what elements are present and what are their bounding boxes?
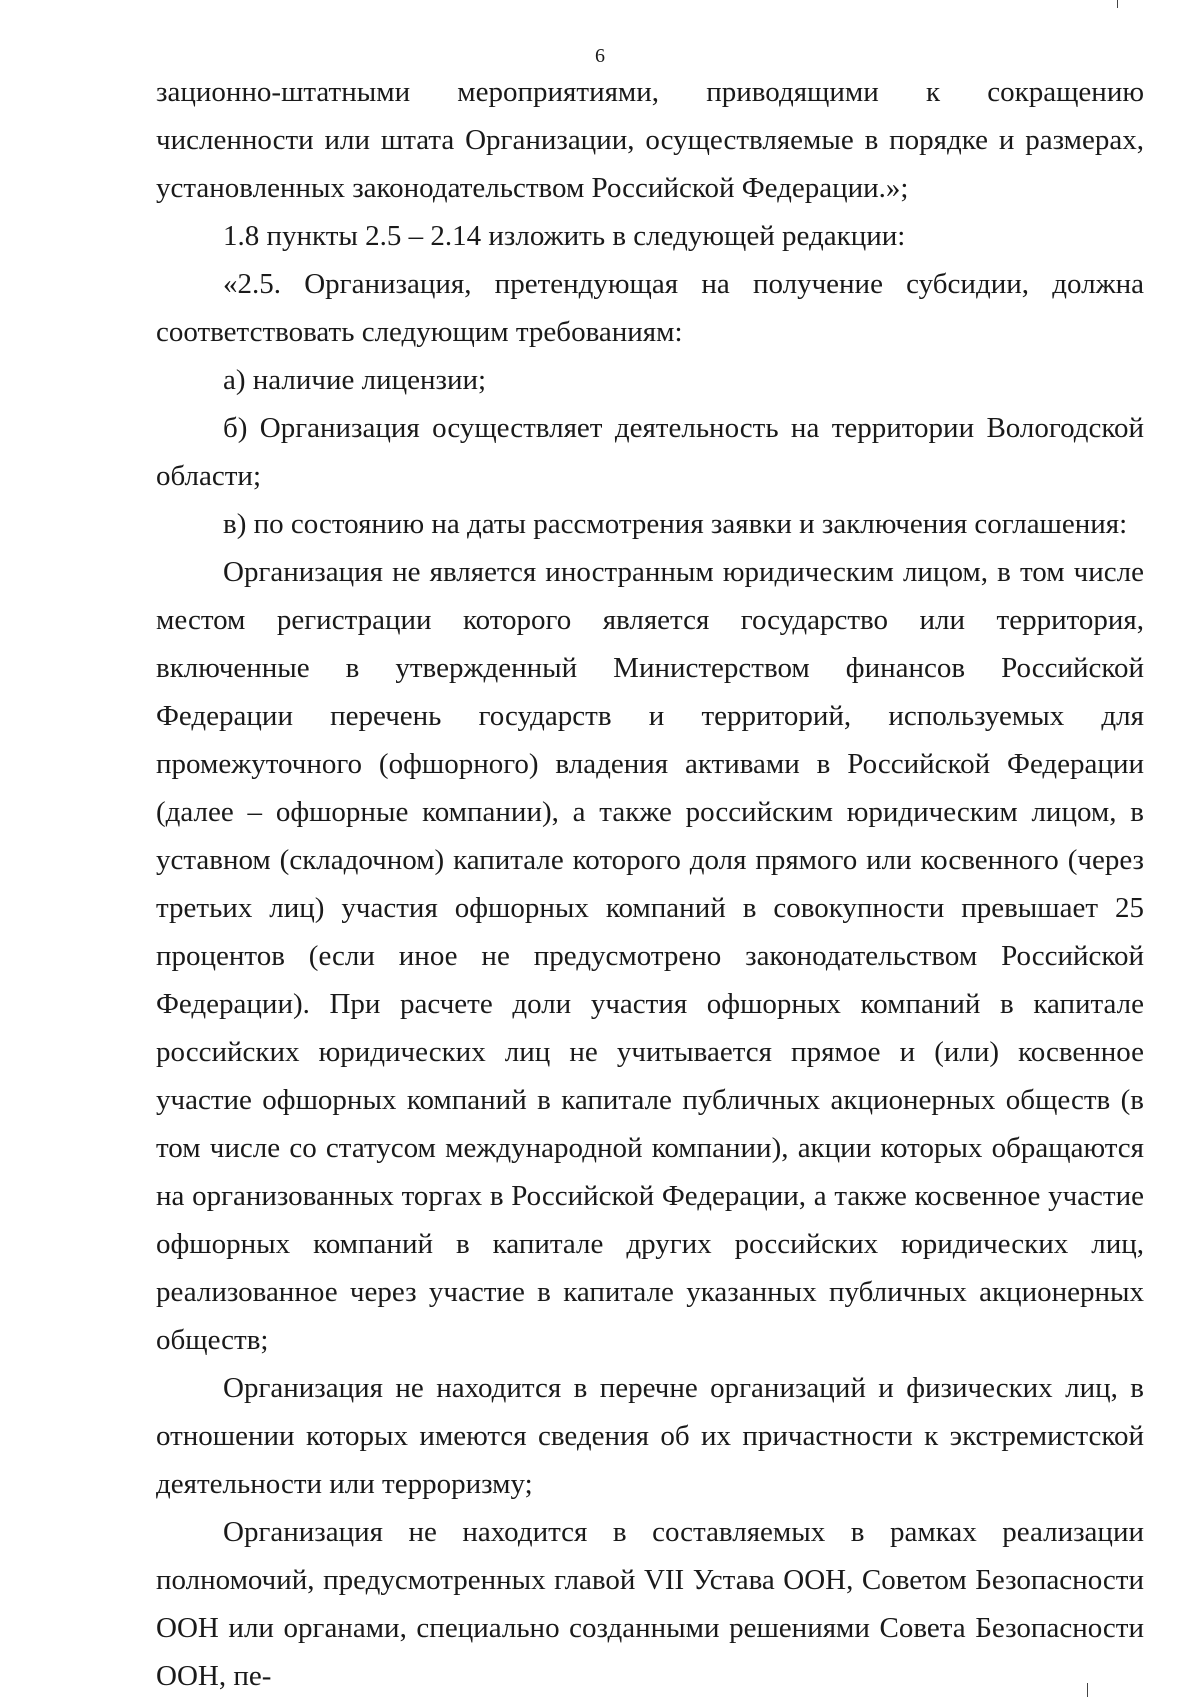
- paragraph-1: зационно-штатными мероприятиями, приводящими к сокращению численности или штата Организации, осуществляемые в порядке и размерах, установленных законодательством Российской Федерации.»;: [156, 76, 1144, 204]
- paragraph-9: Организация не находится в составляемых в рамках реализации полномочий, предусмотренных главой VII Устава ООН, Советом Безопасности ООН или органами, специально созданными решениями Совета Безопасности ООН, пе-: [156, 1516, 1144, 1692]
- paragraph-7: Организация не является иностранным юридическим лицом, в том числе местом регистрации которого является государство или территория, включенные в утвержденный Министерством финансов Российской Федерации перечень государств и территорий, используемых для промежуточного (офшорного) владения активами в Российской Федерации (далее – офшорные компании), а также российским юридическим лицом, в уставном (складочном) капитале которого доля прямого или косвенного (через третьих лиц) участия офшорных компаний в совокупности превышает 25 процентов (если иное не предусмотрено законодательством Российской Федерации). При расчете доли участия офшорных компаний в капитале российских юридических лиц не учитывается прямое и (или) косвенное участие офшорных компаний в капитале публичных акционерных обществ (в том числе со статусом международной компании), акции которых обращаются на организованных торгах в Российской Федерации, а также косвенное участие офшорных компаний в капитале других российских юридических лиц, реализованное через участие в капитале указанных публичных акционерных обществ;: [156, 556, 1144, 1356]
- scan-edge-mark-top: [1117, 0, 1118, 8]
- document-body: [156, 68, 1144, 1700]
- paragraph-3: «2.5. Организация, претендующая на получение субсидии, должна соответствовать следующим требованиям:: [156, 268, 1144, 348]
- paragraph-4: а) наличие лицензии;: [223, 364, 487, 396]
- paragraph-5: б) Организация осуществляет деятельность на территории Вологодской области;: [156, 412, 1144, 492]
- scan-edge-mark-bottom: [1087, 1683, 1088, 1697]
- paragraph-8: Организация не находится в перечне организаций и физических лиц, в отношении которых имеются сведения об их причастности к экстремистской деятельности или терроризму;: [156, 1372, 1144, 1500]
- paragraph-6: в) по состоянию на даты рассмотрения заявки и заключения соглашения:: [223, 508, 1128, 540]
- paragraph-2: 1.8 пункты 2.5 – 2.14 изложить в следующей редакции:: [223, 220, 906, 252]
- page-number: 6: [595, 45, 605, 67]
